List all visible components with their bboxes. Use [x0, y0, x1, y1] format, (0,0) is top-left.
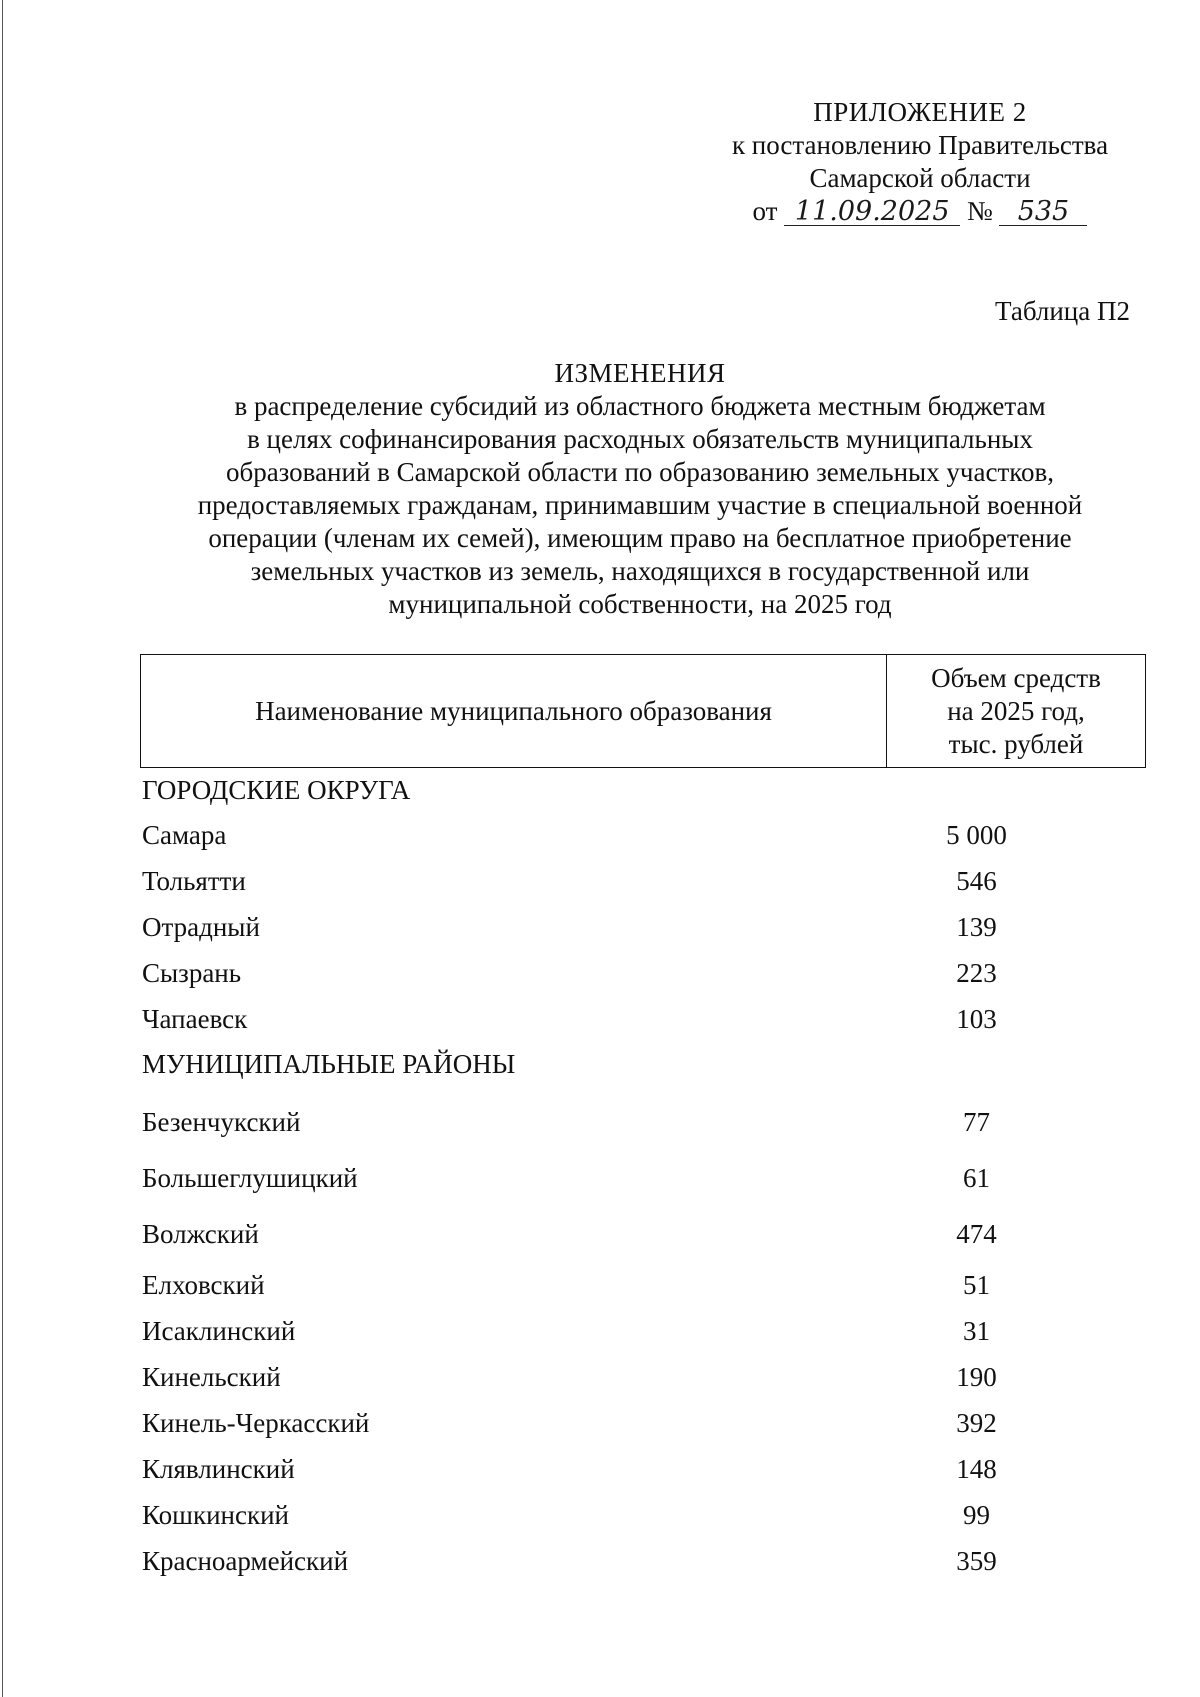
row-name: Тольятти	[142, 865, 246, 896]
heading-line: в распределение субсидий из областного бюджета местным бюджетам	[234, 391, 1046, 421]
table-row	[140, 858, 1146, 904]
row-name: Чапаевск	[142, 1003, 248, 1034]
table-row	[140, 1492, 1146, 1538]
row-name: Большеглушицкий	[142, 1162, 358, 1193]
table-row	[140, 904, 1146, 950]
section-title: ГОРОДСКИЕ ОКРУГА	[142, 774, 411, 805]
row-value: 31	[963, 1315, 990, 1346]
appendix-title: ПРИЛОЖЕНИЕ 2	[813, 97, 1027, 127]
row-value: 51	[963, 1269, 990, 1300]
row-name: Кошкинский	[142, 1499, 289, 1530]
row-value: 546	[956, 865, 997, 896]
heading-title: ИЗМЕНЕНИЯ	[554, 358, 726, 388]
row-value: 77	[963, 1106, 990, 1137]
column-header-volume: Объем средств на 2025 год, тыс. рублей	[931, 662, 1101, 759]
heading-line: предоставляемых гражданам, принимавшим участие в специальной военной	[197, 490, 1083, 520]
row-value: 103	[956, 1003, 997, 1034]
appendix-header	[710, 96, 1130, 228]
table-row	[140, 812, 1146, 858]
appendix-line1: к постановлению Правительства	[731, 130, 1109, 160]
row-name: Волжский	[142, 1218, 259, 1249]
heading-line: в целях софинансирования расходных обязательств муниципальных	[247, 424, 1033, 454]
row-value: 190	[956, 1361, 997, 1392]
column-header-name: Наименование муниципального образования	[141, 655, 887, 767]
heading-line: образований в Самарской области по образованию земельных участков,	[225, 457, 1055, 487]
row-name: Кинельский	[142, 1361, 281, 1392]
row-value: 359	[956, 1545, 997, 1576]
table-row	[140, 1446, 1146, 1492]
row-name: Кинель-Черкасский	[142, 1407, 370, 1438]
heading-line: операции (членам их семей), имеющим право на бесплатное приобретение	[208, 523, 1072, 553]
table-row	[140, 996, 1146, 1042]
table-row	[140, 1150, 1146, 1206]
subsidy-table	[140, 654, 1146, 1584]
row-value: 5 000	[946, 819, 1007, 850]
table-label: Таблица П2	[995, 296, 1130, 326]
row-name: Клявлинский	[142, 1453, 295, 1484]
section-title: МУНИЦИПАЛЬНЫЕ РАЙОНЫ	[142, 1048, 516, 1079]
appendix-date-line	[710, 195, 1130, 228]
row-value: 474	[956, 1218, 997, 1249]
document-heading	[150, 357, 1130, 621]
table-row	[140, 1538, 1146, 1584]
from-label: от	[752, 196, 778, 226]
row-value: 139	[956, 911, 997, 942]
row-name: Исаклинский	[142, 1315, 296, 1346]
heading-line: земельных участков из земель, находящихся в государственной или	[250, 556, 1030, 586]
scan-edge	[2, 0, 3, 1697]
table-row	[140, 1308, 1146, 1354]
table-header	[140, 654, 1146, 768]
table-row	[140, 1262, 1146, 1308]
table-row	[140, 950, 1146, 996]
row-name: Елховский	[142, 1269, 265, 1300]
handwritten-number: 535	[999, 199, 1087, 226]
row-value: 61	[963, 1162, 990, 1193]
handwritten-date: 11.09.2025	[784, 199, 960, 226]
row-name: Красноармейский	[142, 1545, 349, 1576]
row-value: 223	[956, 957, 997, 988]
appendix-line2: Самарской области	[809, 163, 1031, 193]
number-label: №	[966, 196, 993, 226]
row-value: 392	[956, 1407, 997, 1438]
row-name: Сызрань	[142, 957, 242, 988]
row-name: Самара	[142, 819, 227, 850]
row-name: Безенчукский	[142, 1106, 301, 1137]
row-value: 99	[963, 1499, 990, 1530]
table-row	[140, 1400, 1146, 1446]
row-value: 148	[956, 1453, 997, 1484]
row-name: Отрадный	[142, 911, 260, 942]
heading-line: муниципальной собственности, на 2025 год	[388, 589, 892, 619]
table-row	[140, 1094, 1146, 1150]
table-row	[140, 1354, 1146, 1400]
table-row	[140, 1206, 1146, 1262]
